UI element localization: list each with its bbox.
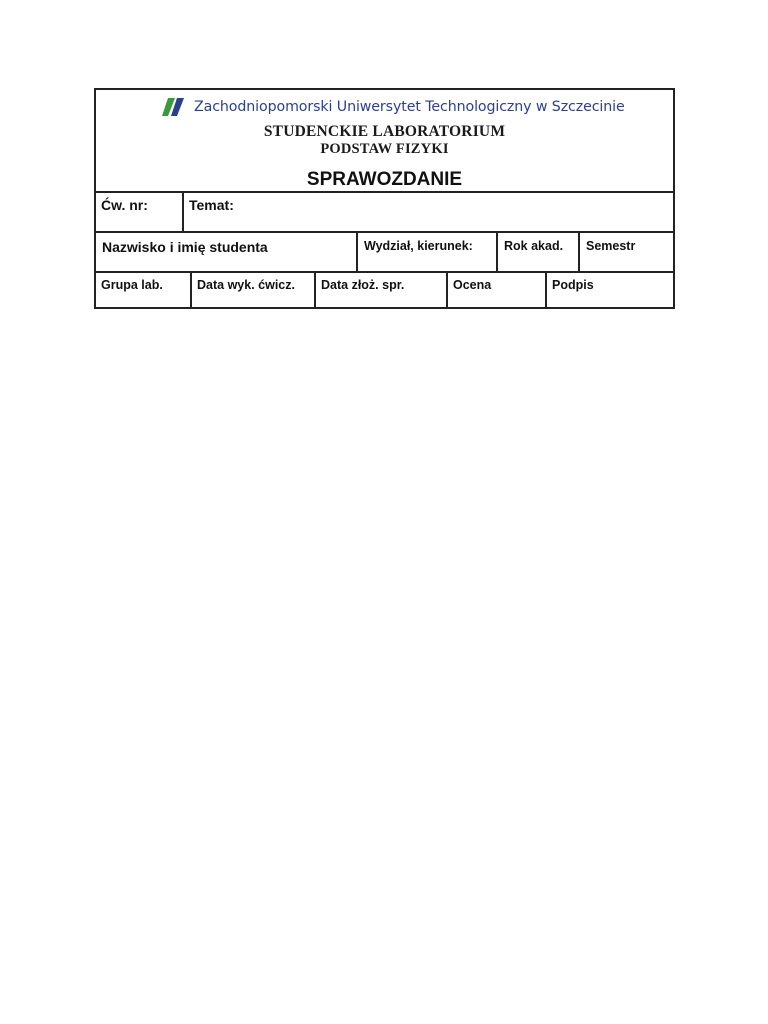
topic-label: Temat:	[189, 197, 234, 213]
submission-date-label: Data złoż. spr.	[321, 278, 405, 292]
signature-label: Podpis	[552, 278, 594, 292]
university-logo-icon	[162, 98, 188, 116]
academic-year-field[interactable]	[496, 233, 579, 271]
form-row-details	[96, 273, 673, 309]
lab-name-line2: PODSTAW FIZYKI	[320, 141, 449, 157]
university-header	[162, 96, 625, 118]
form-header	[96, 90, 673, 193]
exercise-number-field[interactable]	[96, 193, 184, 231]
topic-field[interactable]	[182, 193, 675, 231]
faculty-field[interactable]	[356, 233, 497, 271]
exercise-date-label: Data wyk. ćwicz.	[197, 278, 295, 292]
form-row-exercise	[96, 193, 673, 233]
grade-label: Ocena	[453, 278, 492, 292]
exercise-number-label: Ćw. nr:	[101, 197, 148, 213]
academic-year-label: Rok akad.	[504, 239, 564, 253]
grade-field[interactable]	[446, 273, 546, 309]
exercise-date-field[interactable]	[190, 273, 316, 309]
report-form	[94, 88, 675, 309]
lab-name-line1: STUDENCKIE LABORATORIUM	[263, 123, 506, 140]
signature-field[interactable]	[545, 273, 675, 309]
lab-group-label: Grupa lab.	[101, 278, 163, 292]
semester-field[interactable]	[578, 233, 675, 271]
faculty-label: Wydział, kierunek:	[364, 239, 473, 253]
university-name: Zachodniopomorski Uniwersytet Technologiczny w Szczecinie	[194, 99, 625, 115]
lab-group-field[interactable]	[96, 273, 192, 309]
form-row-student	[96, 233, 673, 273]
student-name-field[interactable]	[96, 233, 358, 271]
report-title: SPRAWOZDANIE	[306, 169, 463, 190]
semester-label: Semestr	[586, 239, 636, 253]
submission-date-field[interactable]	[314, 273, 447, 309]
student-name-label: Nazwisko i imię studenta	[102, 239, 268, 255]
